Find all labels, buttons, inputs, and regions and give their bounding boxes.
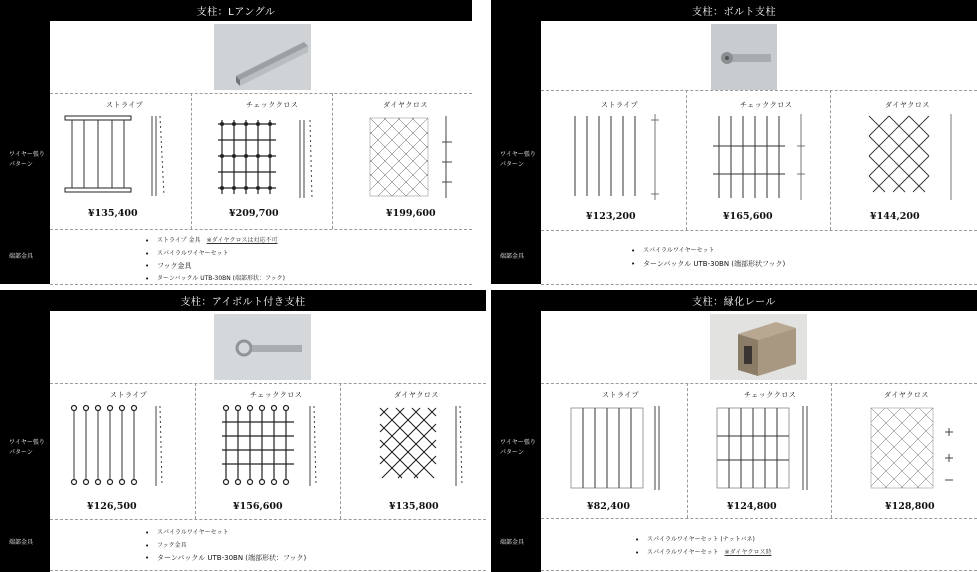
l-angle-post-photo — [214, 24, 311, 90]
cell-title-check-cross: チェッククロス — [740, 101, 793, 109]
fittings-list — [631, 245, 785, 270]
divider — [541, 383, 977, 384]
divider — [541, 230, 977, 231]
fitting-item: • スパイラルワイヤーセット — [145, 248, 285, 261]
divider — [332, 93, 333, 229]
diamond-cross-drawing — [374, 402, 484, 494]
divider — [50, 383, 486, 384]
stripe-drawing — [60, 112, 170, 202]
cell-title-diamond-cross: ダイヤクロス — [885, 101, 930, 109]
row-label-fittings: 端部金具 — [500, 253, 525, 260]
diamond-cross-drawing — [859, 110, 969, 205]
panel-bolt-post — [491, 0, 977, 284]
price-stripe: ¥135,400 — [88, 208, 138, 219]
panel-title: 支柱：ボルト支柱 — [491, 0, 977, 21]
row-label-wire-pattern: ワイヤー張り パターン — [500, 439, 536, 456]
price-check-cross: ¥124,800 — [727, 501, 777, 512]
price-diamond-cross: ¥144,200 — [870, 211, 920, 222]
fitting-item: • スパイラルワイヤーセット — [145, 527, 306, 540]
fittings-list — [635, 534, 771, 559]
divider — [50, 229, 472, 230]
price-stripe: ¥123,200 — [586, 211, 636, 222]
stripe-drawing — [567, 110, 677, 205]
diamond-cross-drawing — [865, 402, 975, 494]
check-cross-drawing — [713, 402, 823, 494]
cell-title-check-cross: チェッククロス — [246, 101, 299, 109]
divider — [541, 518, 977, 519]
price-diamond-cross: ¥135,800 — [389, 501, 439, 512]
price-check-cross: ¥209,700 — [229, 208, 279, 219]
eyebolt-post-photo — [214, 314, 311, 380]
fitting-item: • ストライプ 金具 ※ダイヤクロスは対応不可 — [145, 235, 285, 248]
divider — [195, 383, 196, 519]
divider — [541, 284, 977, 285]
stripe-drawing — [66, 402, 176, 494]
check-cross-drawing — [711, 110, 821, 205]
fittings-list — [145, 235, 285, 285]
divider — [687, 383, 688, 518]
panel-eyebolt-post — [0, 290, 486, 572]
check-cross-drawing — [212, 116, 322, 206]
divider — [541, 90, 977, 91]
price-stripe: ¥82,400 — [587, 501, 630, 512]
bolt-post-photo — [711, 24, 777, 90]
price-stripe: ¥126,500 — [87, 501, 137, 512]
divider — [830, 90, 831, 230]
panel-l-angle — [0, 0, 472, 284]
row-label-wire-pattern: ワイヤー張り パターン — [500, 151, 536, 168]
check-cross-drawing — [218, 402, 328, 494]
price-diamond-cross: ¥128,800 — [885, 501, 935, 512]
divider — [191, 93, 192, 229]
fitting-item: • スパイラルワイヤーセット — [631, 245, 785, 258]
fitting-item: • ターンバックル UTB-30BN (端部形状：フック) — [145, 273, 285, 286]
cell-title-diamond-cross: ダイヤクロス — [394, 391, 439, 399]
cell-title-diamond-cross: ダイヤクロス — [383, 101, 428, 109]
row-label-wire-pattern: ワイヤー張り パターン — [9, 151, 45, 168]
cell-title-stripe: ストライプ — [601, 101, 639, 109]
fitting-item: • フック金具 — [145, 260, 285, 273]
row-label-fittings: 端部金具 — [9, 539, 34, 546]
divider — [541, 570, 977, 571]
panel-title: 支柱：Lアングル — [0, 0, 472, 21]
row-label-fittings: 端部金具 — [9, 253, 34, 260]
greening-rail-photo — [710, 314, 807, 380]
row-label-wire-pattern: ワイヤー張り パターン — [9, 439, 45, 456]
panel-greening-rail — [491, 290, 977, 572]
price-check-cross: ¥165,600 — [723, 211, 773, 222]
fitting-item: • フック金具 — [145, 540, 306, 553]
fitting-item: • ターンバックル UTB-30BN (端部形状：フック) — [145, 552, 306, 565]
divider — [50, 93, 472, 94]
diamond-cross-drawing — [364, 112, 474, 204]
divider — [50, 570, 486, 571]
fitting-item: • スパイラルワイヤーセット (ナットバネ) — [635, 534, 771, 547]
divider — [50, 519, 486, 520]
cell-title-stripe: ストライプ — [110, 391, 148, 399]
divider — [831, 383, 832, 518]
stripe-drawing — [567, 402, 677, 494]
fitting-item: • ターンバックル UTB-30BN (端部形状フック) — [631, 258, 785, 271]
cell-title-check-cross: チェッククロス — [744, 391, 797, 399]
panel-title: 支柱：アイボルト付き支柱 — [0, 290, 486, 311]
cell-title-stripe: ストライプ — [602, 391, 640, 399]
divider — [686, 90, 687, 230]
cell-title-diamond-cross: ダイヤクロス — [884, 391, 929, 399]
fitting-item: • スパイラルワイヤーセット ※ダイヤクロス時 — [635, 547, 771, 560]
divider — [340, 383, 341, 519]
panel-title: 支柱：縁化レール — [491, 290, 977, 311]
cell-title-stripe: ストライプ — [106, 101, 144, 109]
price-diamond-cross: ¥199,600 — [386, 208, 436, 219]
cell-title-check-cross: チェッククロス — [250, 391, 303, 399]
fittings-list — [145, 527, 306, 565]
price-check-cross: ¥156,600 — [233, 501, 283, 512]
row-label-fittings: 端部金具 — [500, 539, 525, 546]
